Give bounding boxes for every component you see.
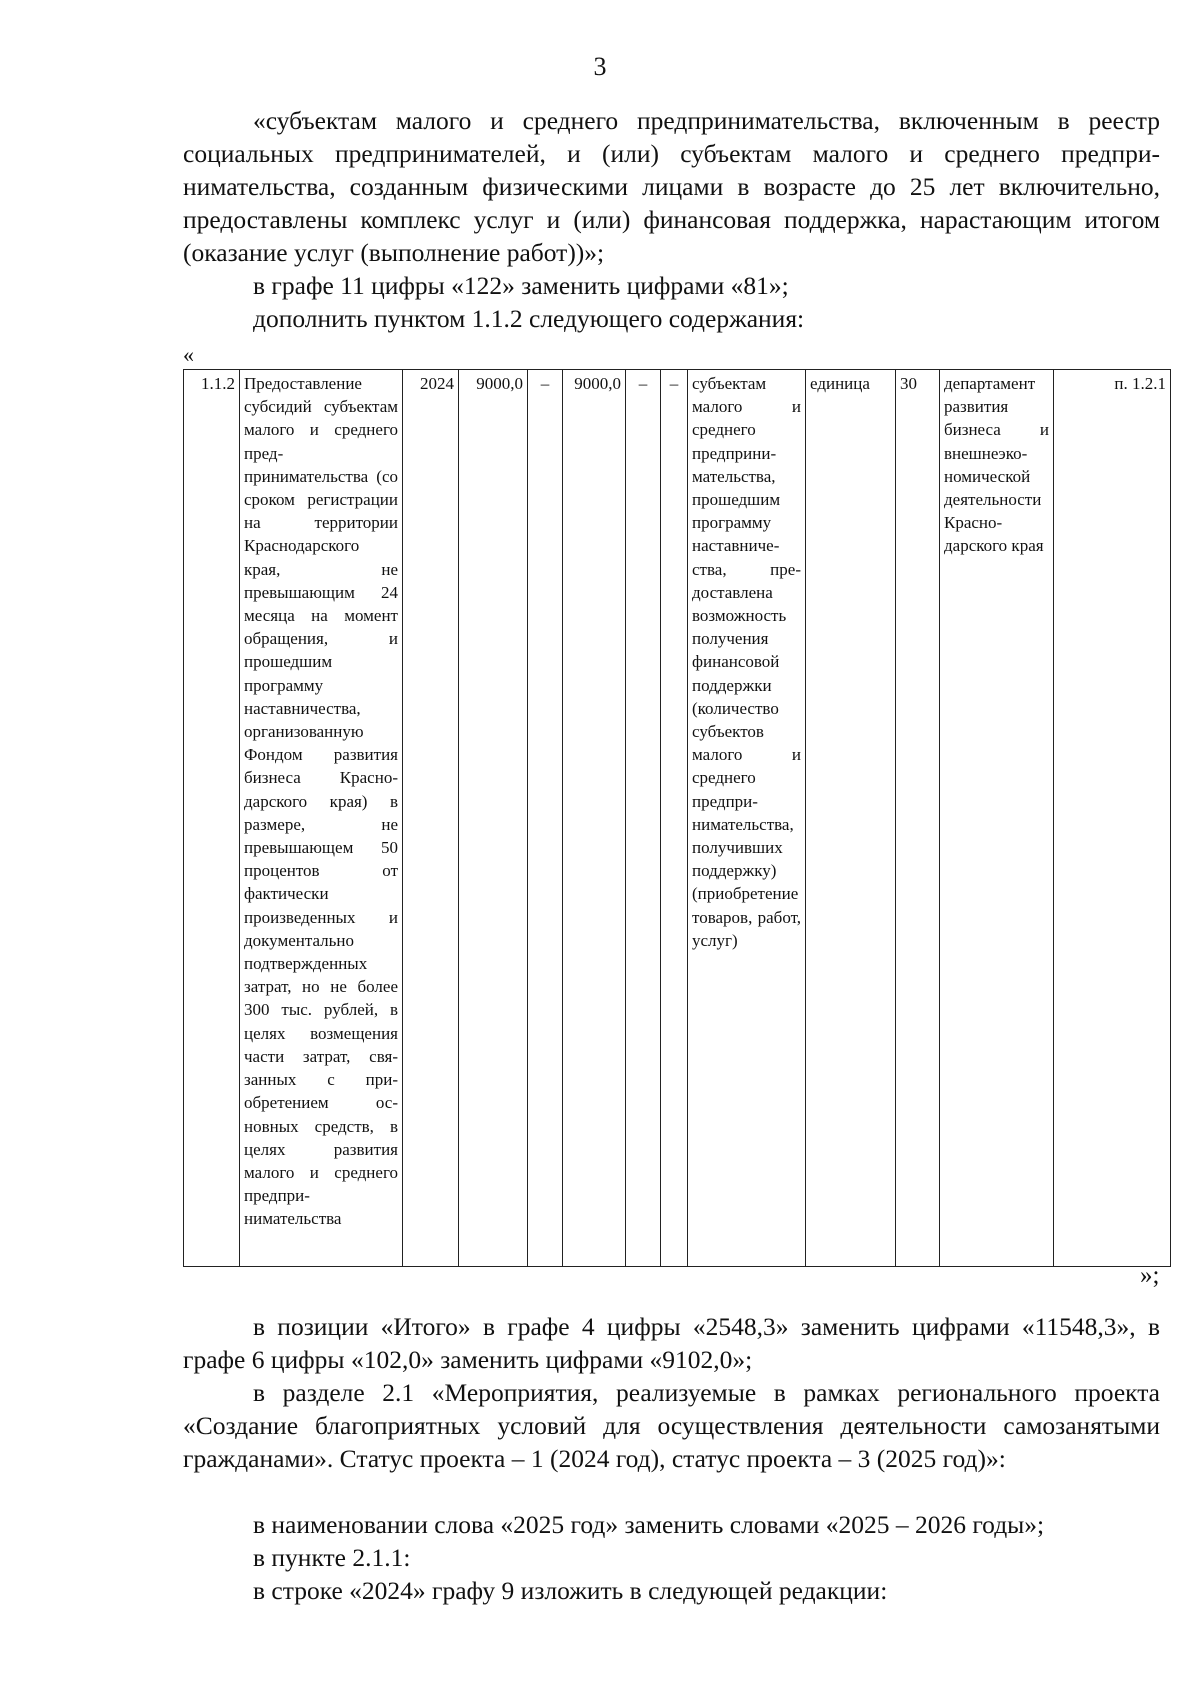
quote-open: « xyxy=(183,342,194,367)
cell-reference: п. 1.2.1 xyxy=(1054,370,1171,1267)
cell-col5: – xyxy=(528,370,563,1267)
instruction-add-item: дополнить пунктом 1.1.2 следующего содержания: xyxy=(253,304,805,333)
paragraph-itogo: в позиции «Итого» в графе 4 цифры «2548,3» заменить цифрами «11548,3», в графе 6 цифры «102,0» заменить цифрами «9102,0»; xyxy=(183,1312,1160,1374)
cell-col8: – xyxy=(661,370,688,1267)
cell-item-number: 1.1.2 xyxy=(184,370,240,1267)
instruction-item-2-1-1: в пункте 2.1.1: xyxy=(253,1543,411,1572)
cell-col6: 9000,0 xyxy=(563,370,626,1267)
cell-year: 2024 xyxy=(403,370,459,1267)
cell-unit: единица xyxy=(806,370,896,1267)
intro-paragraph: «субъектам малого и среднего предпринимательства, включенным в реестр социальных предпринимателей, и (или) субъектам малого и среднего предпринимательства, созданным физическими лицами в возрасте до 25 лет включительно, предоставлены комплекс услуг и (или) финансовая поддержка, нарастающим итогом (оказание услуг (выполнение работ))»; xyxy=(183,106,1160,267)
cell-executor: департамент развития бизнеса и внешнеэкономической деятельности Краснодарского края xyxy=(940,370,1054,1267)
page-number: 3 xyxy=(593,52,607,81)
cell-col7: – xyxy=(626,370,661,1267)
instruction-naming: в наименовании слова «2025 год» заменить словами «2025 – 2026 годы»; xyxy=(253,1510,1045,1539)
cell-indicator: субъектам малого и среднего предпринимательства, прошедшим программу наставничества, предоставлена возможность получения финансовой поддержки (количество субъектов малого и среднего предпринимательства, получивших поддержку) (приобретение товаров, работ, услуг) xyxy=(688,370,806,1267)
paragraph-section-2-1: в разделе 2.1 «Мероприятия, реализуемые в рамках регионального проекта «Создание благоприятных условий для осуществления деятельности самозанятыми гражданами». Статус проекта – 1 (2024 год), статус проекта – 3 (2025 год)»: xyxy=(183,1378,1160,1473)
cell-description: Предоставление субсидий субъектам малого и среднего предпринимательства (со сроком регистрации на территории Краснодарского края, не превышающим 24 месяца на момент обращения, и прошедшим программу наставничества, организованную Фондом развития бизнеса Краснодарского края) в размере, не превышающем 50 процентов от фактически произведенных и документально подтвержденных затрат, но не более 300 тыс. рублей, в целях возмещения части затрат, связанных с приобретением основных средств, в целях развития малого и среднего предпринимательства xyxy=(240,370,403,1267)
cell-value: 30 xyxy=(896,370,940,1267)
instruction-graph-11: в графе 11 цифры «122» заменить цифрами «81»; xyxy=(253,271,789,300)
quote-close: »; xyxy=(1140,1262,1160,1289)
amendment-table xyxy=(183,369,1171,1267)
instruction-row-2024: в строке «2024» графу 9 изложить в следующей редакции: xyxy=(253,1576,888,1605)
table-row xyxy=(184,370,1171,1267)
cell-total: 9000,0 xyxy=(459,370,528,1267)
